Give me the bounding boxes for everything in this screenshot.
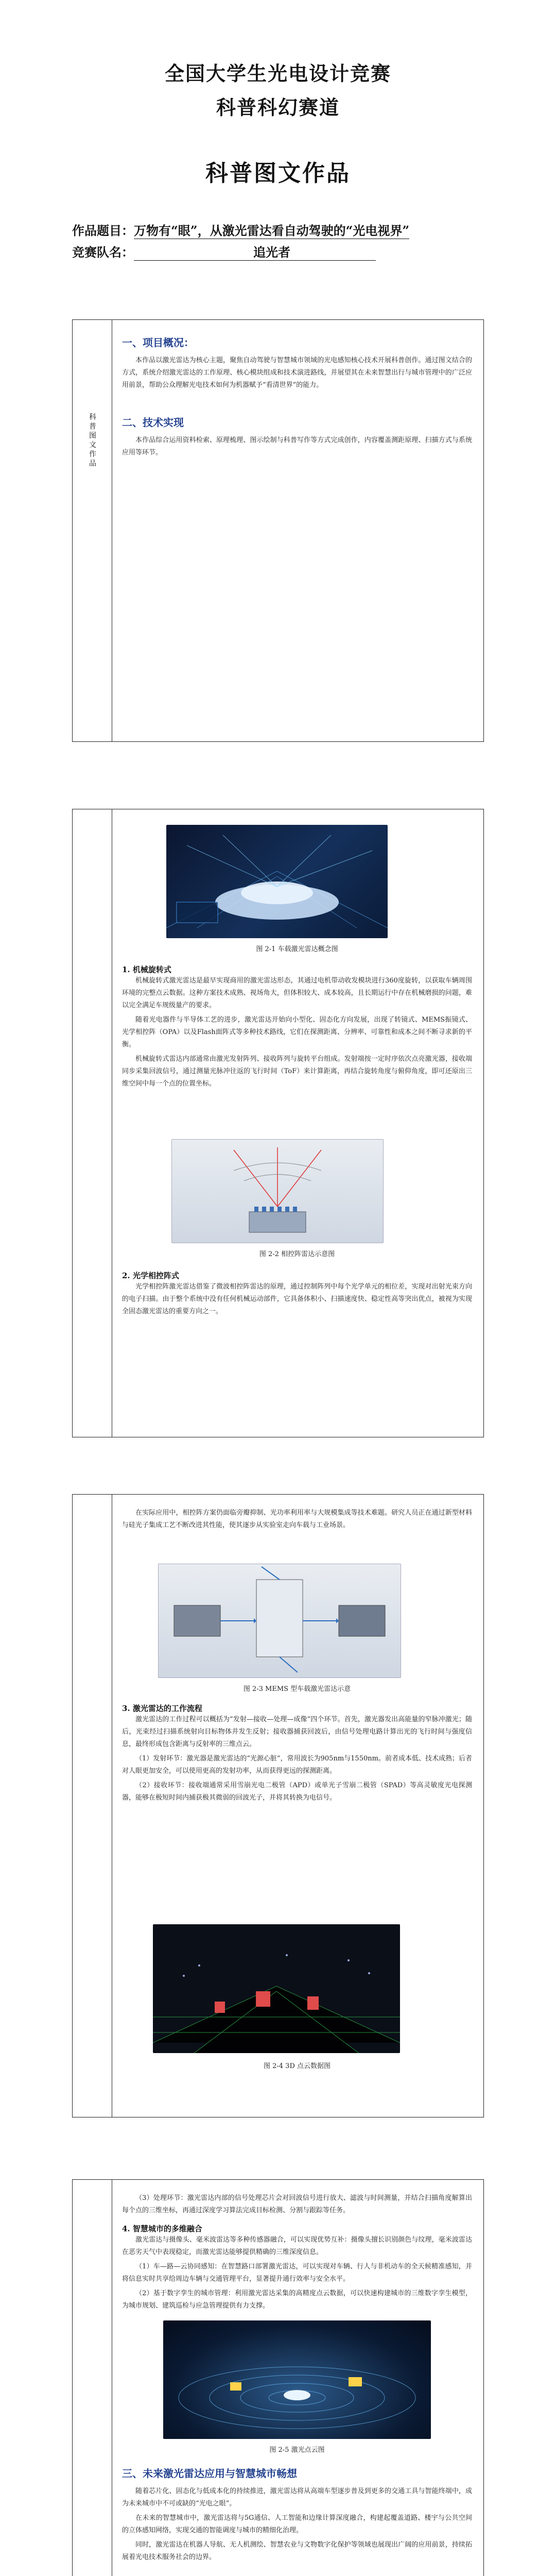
subheading-opa: 2. 光学相控阵式 [122, 1271, 179, 1280]
paragraph: 同时，激光雷达在机器人导航、无人机测绘、智慧农业与文物数字化保护等领域也展现出广阔的应用前景，持续拓展着光电技术服务社会的边界。 [122, 2541, 472, 2561]
paragraph: 在实际应用中，相控阵方案仍面临旁瓣抑制、光功率利用率与大规模集成等技术难题。研究人员正在通过新型材料与硅光子集成工艺不断改进其性能，使其逐步从实验室走向车载与工业场景。 [122, 1509, 472, 1529]
section-heading-2: 二、技术实现 [122, 416, 184, 429]
figure-caption: 图 2-5 激光点云图 [269, 2446, 325, 2454]
page-2 [72, 809, 484, 1437]
paragraph: 本作品综合运用资料检索、原理梳理、图示绘制与科普写作等方式完成创作，内容覆盖测距原理、扫描方式与系统应用等环节。 [122, 436, 472, 456]
work-category-title: 科普图文作品 [205, 160, 351, 187]
section-heading-3: 三、未来激光雷达应用与智慧城市畅想 [122, 2467, 297, 2480]
page-1-content [122, 334, 472, 461]
paragraph: 本作品以激光雷达为核心主题，聚焦自动驾驶与智慧城市领域的光电感知核心技术开展科普创作。通过图文结合的方式，系统介绍激光雷达的工作原理、核心模块组成和技术演进路线，并展望其在未来智慧出行与城市管理中的广泛应用前景，帮助公众理解光电技术如何为机器赋予“看清世界”的能力。 [122, 357, 472, 389]
subheading-workflow: 3. 激光雷达的工作流程 [122, 1704, 202, 1713]
page-1-sidebar [73, 320, 112, 741]
paragraph: 激光雷达的工作过程可以概括为“发射—接收—处理—成像”四个环节。首先，激光器发出高能量的窄脉冲激光；随后，光束经过扫描系统射向目标物体并发生反射；接收器捕获回波后，由信号处理电路计算出光的飞行时间与强度信息，最终形成包含距离与反射率的三维点云。 [122, 1716, 472, 1748]
page-2-sidebar [73, 809, 112, 1437]
paragraph: （1）发射环节：激光器是激光雷达的“光源心脏”，常用波长为905nm与1550nm。前者成本低、技术成熟；后者对人眼更加安全，可以使用更高的发射功率，从而获得更远的探测距离。 [122, 1755, 472, 1775]
team-name-value: 追光者 [134, 242, 376, 261]
paragraph: （1）车—路—云协同感知：在智慧路口部署激光雷达，可以实现对车辆、行人与非机动车的全天候精准感知，并将信息实时共享给周边车辆与交通管理平台，显著提升通行效率与安全水平。 [122, 2263, 472, 2283]
page-4-content [122, 2192, 472, 2576]
work-title-label: 作品题目： [72, 223, 134, 238]
team-name-row [72, 242, 376, 261]
figure-caption: 图 2-3 MEMS 型车载激光雷达示意 [243, 1685, 351, 1693]
track-title: 科普科幻赛道 [216, 96, 340, 119]
work-title-value: 万物有“眼”，从激光雷达看自动驾驶的“光电视界” [134, 221, 409, 239]
page-3-content [122, 1507, 472, 2110]
paragraph: 机械旋转式激光雷达是最早实现商用的激光雷达形态，其通过电机带动收发模块进行360度旋转，以获取车辆周围环境的完整点云数据。这种方案技术成熟、视场角大，但体积较大、成本较高，且长期运行中存在机械磨损的问题，难以完全满足车规级量产的要求。 [122, 977, 472, 1009]
paragraph: 光学相控阵激光雷达借鉴了微波相控阵雷达的原理，通过控制阵列中每个光学单元的相位差，实现对出射光束方向的电子扫描。由于整个系统中没有任何机械运动部件，它具备体积小、扫描速度快、稳定性高等突出优点，被视为实现全固态激光雷达的重要方向之一。 [122, 1283, 472, 1315]
work-title-row [72, 221, 409, 239]
side-label: 科普图文作品 [89, 413, 96, 468]
paragraph: 激光雷达与摄像头、毫米波雷达等多种传感器融合，可以实现优势互补：摄像头擅长识别颜色与纹理，毫米波雷达在恶劣天气中表现稳定，而激光雷达能够提供精确的三维深度信息。 [122, 2236, 472, 2256]
competition-title: 全国大学生光电设计竞赛 [164, 62, 391, 85]
mems-lidar-schematic [158, 1564, 401, 1678]
page-4 [72, 2179, 484, 2576]
point-cloud-image [153, 1924, 400, 2053]
subheading-smart-city: 4. 智慧城市的多维融合 [122, 2224, 202, 2233]
page-3 [72, 1494, 484, 2117]
paragraph: 随着芯片化、固态化与低成本化的持续推进，激光雷达将从高端车型逐步普及到更多的交通工具与智能终端中，成为未来城市中不可或缺的“光电之眼”。 [122, 2487, 472, 2507]
lidar-car-concept-image [166, 825, 388, 938]
paragraph: 在未来的智慧城市中，激光雷达将与5G通信、人工智能和边缘计算深度融合，构建起覆盖道路、楼宇与公共空间的立体感知网络，实现交通的智能调度与城市的精细化治理。 [122, 2514, 472, 2534]
paragraph: （2）基于数字孪生的城市管理：利用激光雷达采集的高精度点云数据，可以快速构建城市的三维数字孪生模型，为城市规划、建筑巡检与应急管理提供有力支撑。 [122, 2290, 472, 2310]
section-heading-1: 一、项目概况： [122, 336, 194, 349]
phased-array-diagram [171, 1139, 384, 1243]
paragraph: 随着光电器件与半导体工艺的进步，激光雷达开始向小型化、固态化方向发展，出现了转镜式、MEMS振镜式、光学相控阵（OPA）以及Flash面阵式等多种技术路线，它们在探测距离、分辨率、可靠性和成本之间不断寻求新的平衡。 [122, 1016, 472, 1048]
team-label: 竞赛队名： [72, 245, 134, 260]
page-4-sidebar [73, 2180, 112, 2576]
page-3-sidebar [73, 1495, 112, 2117]
figure-caption: 图 2-1 车载激光雷达概念图 [256, 945, 338, 953]
paragraph: （3）处理环节：激光雷达内部的信号处理芯片会对回波信号进行放大、滤波与时间测量，并结合扫描角度解算出每个点的三维坐标，再通过深度学习算法完成目标检测、分割与跟踪等任务。 [122, 2194, 472, 2214]
subheading-mechanical: 1. 机械旋转式 [122, 965, 171, 974]
page-2-content [122, 820, 472, 1428]
figure-caption: 图 2-2 相控阵雷达示意图 [259, 1250, 335, 1258]
paragraph: 机械旋转式雷达内部通常由激光发射阵列、接收阵列与旋转平台组成。发射端按一定时序依次点亮激光器，接收端同步采集回波信号，通过测量光脉冲往返的飞行时间（ToF）来计算距离，再结合旋转角度与俯仰角度，即可还原出三维空间中每一个点的位置坐标。 [122, 1055, 472, 1088]
page-1 [72, 319, 484, 742]
lidar-point-cloud-scene [163, 2320, 431, 2439]
figure-caption: 图 2-4 3D 点云数据图 [263, 2062, 331, 2070]
paragraph: （2）接收环节：接收端通常采用雪崩光电二极管（APD）或单光子雪崩二极管（SPAD）等高灵敏度光电探测器，能够在极短时间内捕获极其微弱的回波光子，并将其转换为电信号。 [122, 1782, 472, 1802]
